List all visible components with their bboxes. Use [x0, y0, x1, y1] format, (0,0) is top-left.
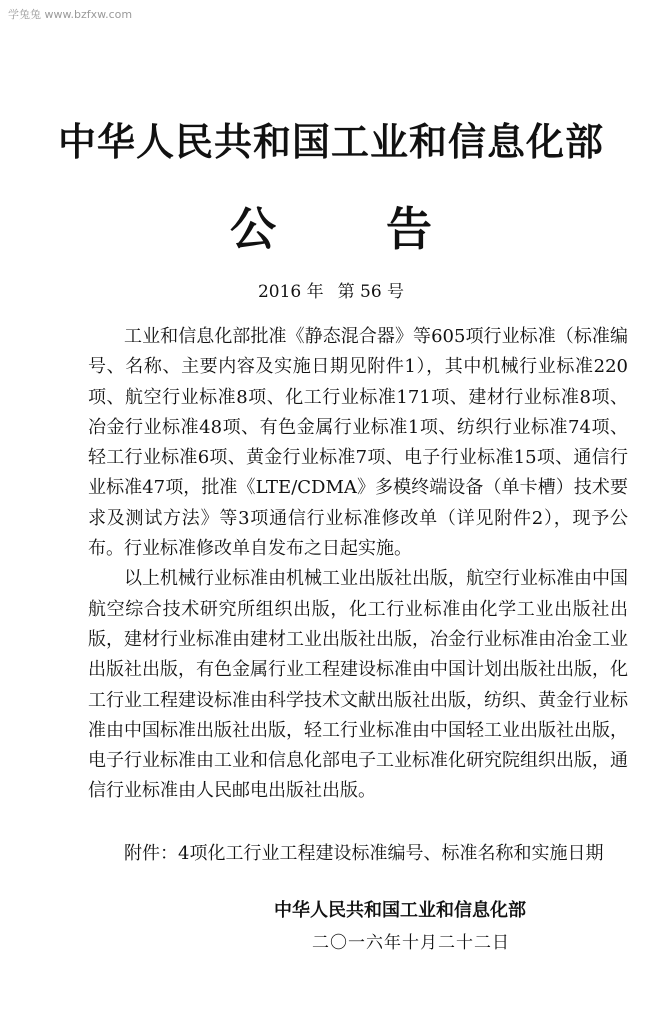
announcement-issue: 第 56 号 [337, 282, 405, 302]
issue-date: 二〇一六年十月二十二日 [312, 933, 510, 953]
document-subtitle [0, 203, 662, 255]
issuer-signature: 中华人民共和国工业和信息化部 [274, 900, 526, 921]
watermark: 学兔兔 www.bzfxw.com [8, 8, 133, 21]
announcement-body [88, 322, 628, 807]
body-paragraph-1: 工业和信息化部批准《静态混合器》等605项行业标准（标准编号、名称、主要内容及实施日期见附件1），其中机械行业标准220项、航空行业标准8项、化工行业标准171项、建材行业标准8项、冶金行业标准48项、有色金属行业标准1项、纺织行业标准74项、轻工行业标准6项、黄金行业标准7项、电子行业标准15项、通信行业标准47项，批准《LTE/CDMA》多模终端设备（单卡槽）技术要求及测试方法》等3项通信行业标准修改单（详见附件2），现予公布。行业标准修改单自发布之日起实施。 [88, 326, 628, 560]
subtitle-char-1: 公 [230, 202, 276, 256]
attachment-note: 附件：4项化工行业工程建设标准编号、标准名称和实施日期 [124, 843, 604, 864]
document-title: 中华人民共和国工业和信息化部 [57, 120, 604, 164]
body-paragraph-2: 以上机械行业标准由机械工业出版社出版，航空行业标准由中国航空综合技术研究所组织出版，化工行业标准由化学工业出版社出版，建材行业标准由建材工业出版社出版，冶金行业标准由冶金工业出版社出版，有色金属行业工程建设标准由中国计划出版社出版，化工行业工程建设标准由科学技术文献出版社出版，纺织、黄金行业标准由中国标准出版社出版，轻工行业标准由中国轻工业出版社出版，电子行业标准由工业和信息化部电子工业标准化研究院组织出版，通信行业标准由人民邮电出版社出版。 [88, 568, 628, 802]
announcement-number [0, 280, 662, 304]
subtitle-char-2: 告 [386, 202, 432, 256]
announcement-year: 2016 年 [257, 282, 324, 302]
